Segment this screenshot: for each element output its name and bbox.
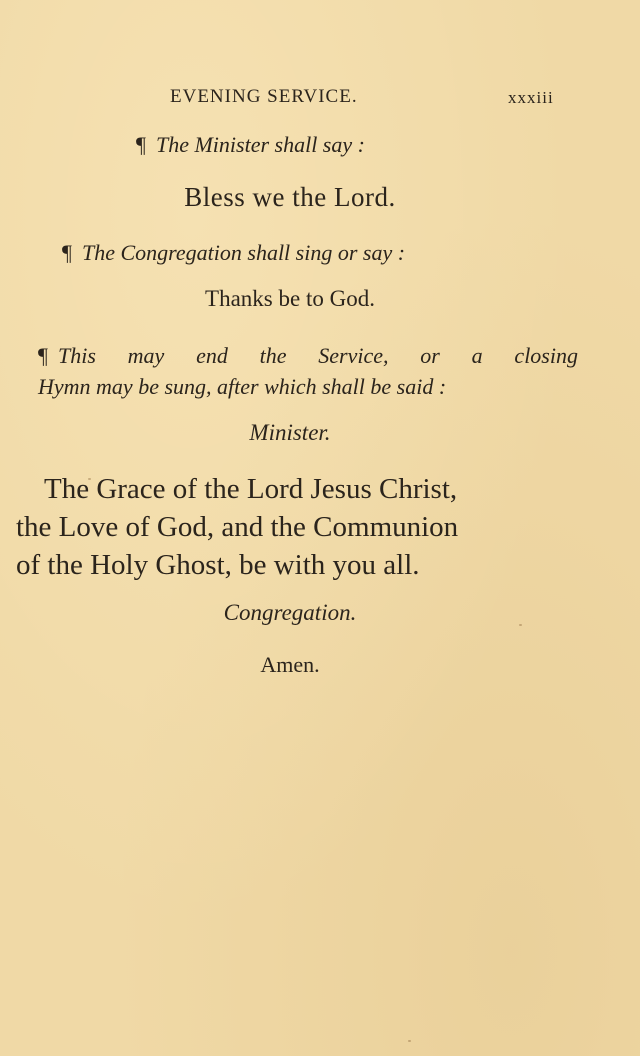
rubric-text: This may end the Service, or a closing [57,343,578,368]
rubric-line [38,340,578,371]
rubric-congregation-shall-sing [62,240,405,266]
speaker-congregation: Congregation. [223,600,357,625]
rubric-text: The Minister shall say : [155,132,365,157]
grace-line: the Love of God, and the Communion [16,511,459,543]
grace-line: of the Holy Ghost, be with you all. [16,549,420,581]
rubric-minister-shall-say [136,132,365,158]
paper-speck [88,478,91,480]
versicle-bless: Bless we the Lord. [184,182,396,212]
rubric-service-end [38,340,578,402]
page-number: xxxiii [508,88,554,107]
pilcrow-icon: ¶ [136,132,146,157]
grace-line: The Grace of the Lord Jesus Christ, [44,473,458,505]
grace-benediction [16,470,576,584]
pilcrow-icon: ¶ [38,343,48,368]
paper-speck [519,624,522,626]
rubric-line: Hymn may be sung, after which shall be said : [38,374,447,399]
page-header [0,86,640,114]
paper-speck [408,1040,411,1042]
speaker-minister: Minister. [249,420,331,445]
pilcrow-icon: ¶ [62,240,72,265]
response-amen: Amen. [260,652,320,677]
response-thanks: Thanks be to God. [205,286,375,311]
rubric-text: The Congregation shall sing or say : [81,240,406,265]
running-head: EVENING SERVICE. [170,86,358,107]
